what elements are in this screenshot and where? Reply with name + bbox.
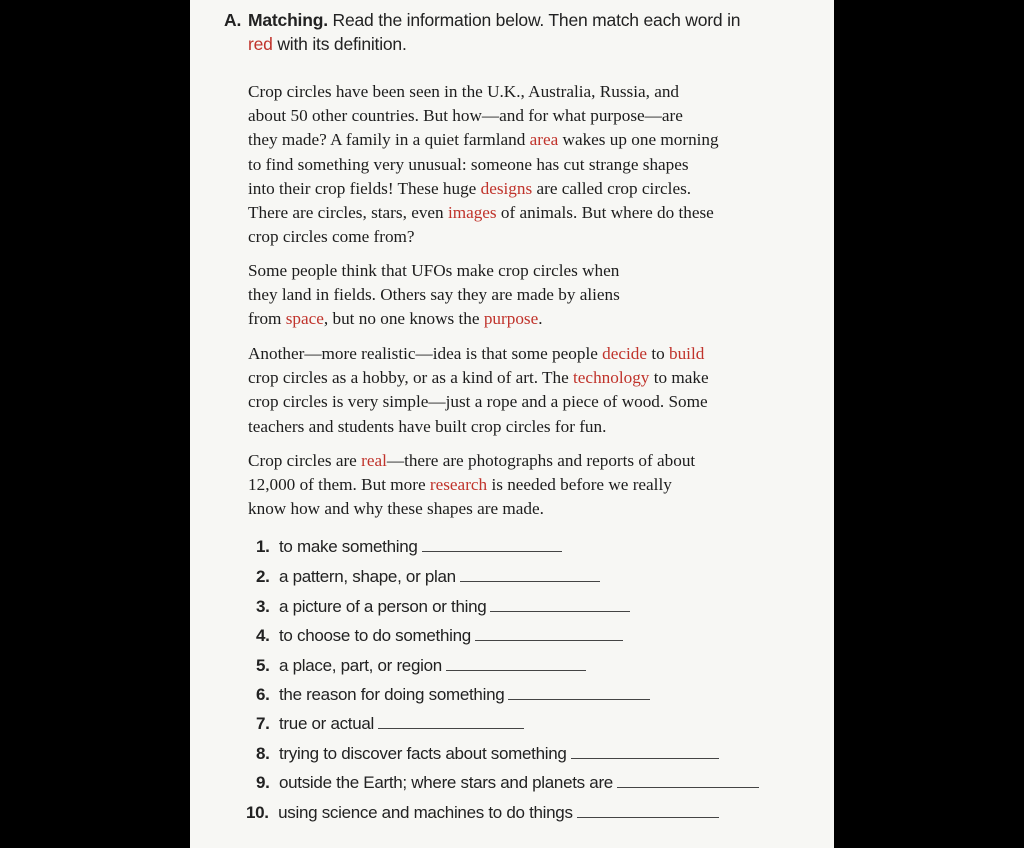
section-letter: A. xyxy=(224,10,242,30)
passage-text: —there are photographs and reports of about xyxy=(386,451,696,470)
definition-text: outside the Earth; where stars and planets are xyxy=(274,773,613,792)
item-number: 8. xyxy=(256,744,270,763)
definition-item xyxy=(256,565,600,589)
passage-line xyxy=(248,283,818,307)
passage-line xyxy=(248,449,818,473)
instruction-line-1: Read the information below. Then match each word in xyxy=(332,10,741,30)
definition-item xyxy=(256,742,719,766)
definition-item xyxy=(256,595,630,619)
passage-text: crop circles as a hobby, or as a kind of art. The xyxy=(248,368,574,388)
section-heading: Matching. xyxy=(248,10,328,30)
passage-text: wakes up one morning xyxy=(558,130,719,150)
definition-item xyxy=(246,801,719,825)
passage-text: 12,000 of them. But more xyxy=(248,475,430,495)
answer-blank[interactable] xyxy=(490,597,630,612)
definition-text: the reason for doing something xyxy=(274,685,505,704)
definition-item xyxy=(256,712,524,736)
passage-text: crop circles is very simple—just a rope and a piece of wood. Some xyxy=(248,392,708,412)
keyword: designs xyxy=(480,178,533,198)
answer-blank[interactable] xyxy=(446,656,586,671)
definition-text: to make something xyxy=(274,537,418,556)
passage-text: crop circles come from? xyxy=(248,227,415,247)
item-number: 4. xyxy=(256,626,270,645)
passage-text: into their crop fields! These huge xyxy=(248,178,481,198)
passage-text: Crop circles have been seen in the U.K., Australia, Russia, and xyxy=(248,82,680,101)
item-number: 10. xyxy=(246,803,269,822)
passage-line xyxy=(248,415,818,439)
definition-text: using science and machines to do things xyxy=(273,803,573,822)
passage-line xyxy=(248,390,818,414)
passage-text: to xyxy=(647,344,669,363)
passage-text: There are circles, stars, even xyxy=(248,203,448,223)
keyword: images xyxy=(447,203,497,223)
item-number: 5. xyxy=(256,656,270,675)
instruction-red-word: red xyxy=(248,34,273,54)
passage-text: they land in fields. Others say they are made by aliens xyxy=(248,285,620,305)
passage-paragraph-4 xyxy=(248,449,818,522)
passage-text: Another—more realistic—idea is that some people xyxy=(248,344,603,363)
item-number: 2. xyxy=(256,567,270,586)
keyword: space xyxy=(285,309,324,329)
passage-line xyxy=(248,104,818,128)
keyword: technology xyxy=(573,368,650,388)
passage-text: Crop circles are xyxy=(248,451,362,470)
passage-text: of animals. But where do these xyxy=(496,203,714,223)
keyword: research xyxy=(429,475,488,495)
definition-text: a picture of a person or thing xyxy=(274,597,487,616)
definition-item xyxy=(256,654,586,678)
definition-item xyxy=(256,624,623,648)
item-number: 6. xyxy=(256,685,270,704)
passage-text: to find something very unusual: someone has cut strange shapes xyxy=(248,154,689,174)
answer-blank[interactable] xyxy=(577,803,719,818)
definition-text: a pattern, shape, or plan xyxy=(274,567,456,586)
passage-line xyxy=(248,307,818,331)
passage-line xyxy=(248,225,818,249)
item-number: 3. xyxy=(256,597,270,616)
passage-line xyxy=(248,473,818,497)
passage-text: about 50 other countries. But how—and for what purpose—are xyxy=(248,106,683,126)
passage-text: know how and why these shapes are made. xyxy=(248,499,544,519)
worksheet-page xyxy=(190,0,834,848)
item-number: 9. xyxy=(256,773,270,792)
passage-text: to make xyxy=(649,368,709,388)
passage-text: teachers and students have built crop circles for fun. xyxy=(248,416,607,436)
definition-text: trying to discover facts about something xyxy=(274,744,567,763)
passage-line xyxy=(248,80,818,104)
definition-item xyxy=(256,535,562,559)
answer-blank[interactable] xyxy=(460,567,600,582)
passage-line xyxy=(248,153,818,177)
passage-text: from xyxy=(248,309,286,329)
definition-text: a place, part, or region xyxy=(274,656,442,675)
passage-line xyxy=(248,177,818,201)
definition-item xyxy=(256,771,759,795)
instruction-block xyxy=(224,8,814,56)
keyword: area xyxy=(529,130,559,150)
answer-blank[interactable] xyxy=(475,626,623,641)
passage-paragraph-1 xyxy=(248,80,818,249)
answer-blank[interactable] xyxy=(571,744,719,759)
passage-paragraph-2 xyxy=(248,259,818,332)
passage-line xyxy=(248,259,818,283)
passage-line xyxy=(248,128,818,152)
passage-paragraph-3 xyxy=(248,342,818,439)
keyword: real xyxy=(361,451,387,470)
keyword: build xyxy=(668,344,705,363)
keyword: purpose xyxy=(483,309,539,329)
passage-text: Some people think that UFOs make crop circles when xyxy=(248,261,620,280)
passage-line xyxy=(248,201,818,225)
passage-text: are called crop circles. xyxy=(532,178,692,198)
passage-text: , but no one knows the xyxy=(323,309,484,329)
answer-blank[interactable] xyxy=(617,773,759,788)
passage-text: they made? A family in a quiet farmland xyxy=(248,130,530,150)
definition-text: to choose to do something xyxy=(274,626,471,645)
keyword: decide xyxy=(602,344,648,363)
passage-text: . xyxy=(538,309,543,329)
passage-text: is needed before we really xyxy=(487,475,672,495)
definition-item xyxy=(256,683,650,707)
passage-line xyxy=(248,342,818,366)
item-number: 1. xyxy=(256,537,270,556)
answer-blank[interactable] xyxy=(378,714,524,729)
answer-blank[interactable] xyxy=(422,537,562,552)
passage-line xyxy=(248,366,818,390)
answer-blank[interactable] xyxy=(508,685,650,700)
item-number: 7. xyxy=(256,714,270,733)
definition-text: true or actual xyxy=(274,714,375,733)
passage-line xyxy=(248,497,818,521)
instruction-line-2: with its definition. xyxy=(272,34,407,54)
